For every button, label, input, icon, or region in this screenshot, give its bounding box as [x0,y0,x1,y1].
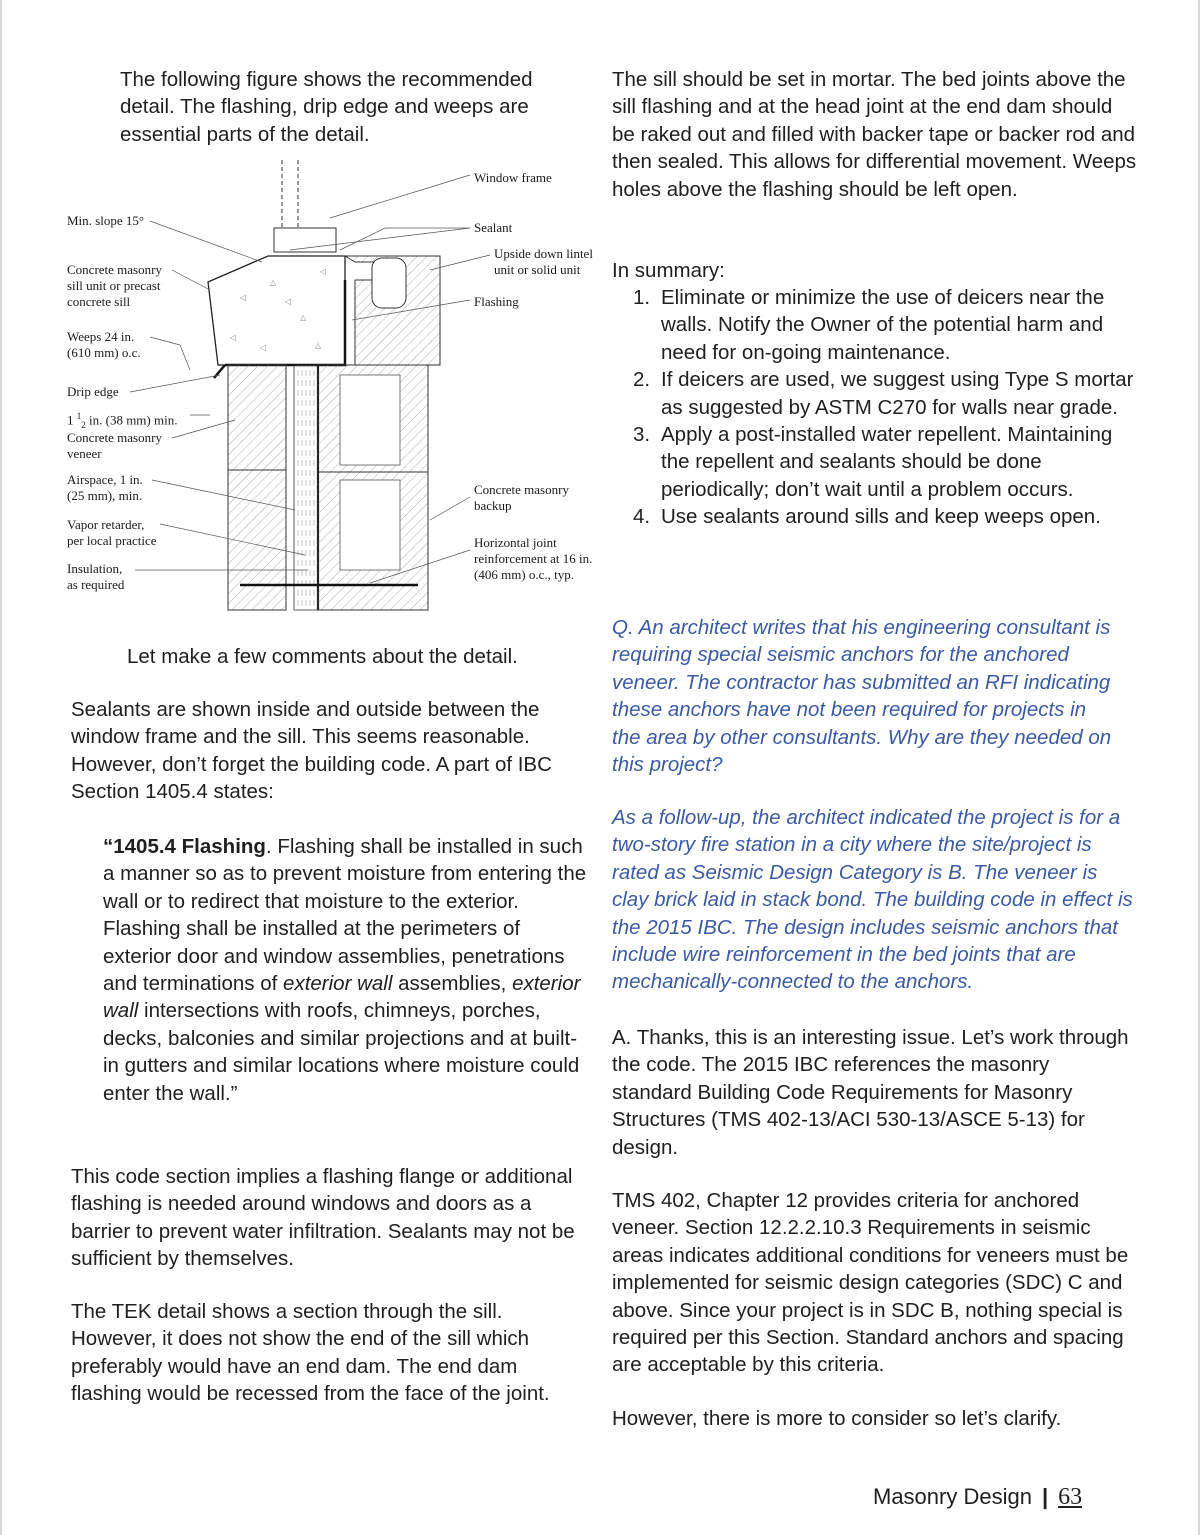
label-weeps: Weeps 24 in. (610 mm) o.c. [67,329,141,361]
comment-paragraph: Let make a few comments about the detail. [127,645,518,668]
summary-list [613,284,1138,531]
label-window-frame: Window frame [474,170,552,185]
window-frame-drawing [274,160,336,252]
summary-item: 4. Use sealants around sills and keep weeps open. [633,505,1101,529]
svg-text:◁: ◁ [260,343,267,352]
summary-title: In summary: [612,259,725,282]
summary-item: 2. If deicers are used, we suggest using Type S mortar as suggested by ASTM C270 for walls near grade. [633,368,1134,419]
tms-paragraph: TMS 402, Chapter 12 provides criteria for anchored veneer. Section 12.2.2.10.3 Requirements in seismic areas indicates additional conditions for veneers must be implemented for seismic design categories (SDC) C and above. Since your project is in SDC B, nothing special is required per this Section. Standard anchors and spacing are acceptable by this criteria. [612,1189,1129,1377]
label-airspace: Airspace, 1 in. (25 mm), min. [67,472,143,504]
label-sealant: Sealant [474,220,513,235]
tek-detail-paragraph: The TEK detail shows a section through the sill. However, it does not show the end of the sill which preferably would have an end dam. The end dam flashing would be recessed from the face of the joint. [71,1300,550,1406]
sill-mortar-paragraph: The sill should be set in mortar. The bed joints above the sill flashing and at the head joint at the end dam should be raked out and filled with backer tape or backer rod and then sealed. This allows for differential movement. Weeps holes above the flashing should be left open. [612,68,1137,201]
veneer-drawing [228,365,286,610]
footer-separator: | [1041,1484,1049,1509]
label-veneer: Concrete masonry veneer [67,430,162,462]
label-flashing: Flashing [474,294,519,309]
label-joint-reinforcement: Horizontal joint reinforcement at 16 in. (406 mm) o.c., typ. [474,535,593,583]
svg-text:△: △ [315,341,322,350]
code-implication-paragraph: This code section implies a flashing flange or additional flashing is needed around windows and doors as a barrier to prevent water infiltration. Sealants may not be sufficient by themselves. [71,1165,575,1271]
svg-text:△: △ [270,278,277,287]
summary-item: 3. Apply a post-installed water repellent. Maintaining the repellent and sealants should be done periodically; don’t wait until a problem occurs. [633,423,1113,501]
answer-paragraph: A. Thanks, this is an interesting issue. Let’s work through the code. The 2015 IBC references the masonry standard Building Code Requirements for Masonry Structures (TMS 402-13/ACI 530-13/ASCE 5-13) for design. [612,1026,1129,1159]
label-min-slope: Min. slope 15° [67,213,145,228]
followup-paragraph: As a follow-up, the architect indicated the project is for a two-story fire station in a city where the site/project is rated as Seismic Design Category is B. The veneer is clay brick laid in stack bond. The building code in effect is the 2015 IBC. The design includes seismic anchors that include wire reinforcement in the bed joints that are mechanically-connected to the anchors. [612,806,1133,994]
summary-item: 1. Eliminate or minimize the use of deicers near the walls. Notify the Owner of the potential harm and need for on-going maintenance. [633,286,1105,364]
label-sill-unit: Concrete masonry sill unit or precast concrete sill [67,262,162,310]
svg-text:△: △ [300,313,307,322]
page-number: 63 [1058,1484,1083,1510]
svg-text:◁: ◁ [320,267,327,276]
page-footer [873,1484,1082,1511]
label-backup: Concrete masonry backup [474,482,569,514]
label-lintel: Upside down lintel unit or solid unit [494,246,593,278]
code-quote: “1405.4 Flashing. Flashing shall be installed in such a manner so as to prevent moisture from entering the wall or to redirect that moisture to the exterior. Flashing shall be installed at the perimeters of exterior door and window assemblies, penetrations and terminations of exterior wall assemblies, exterior wall intersections with roofs, chimneys, porches, decks, balconies and similar projections and at built-in gutters and similar locations where moisture could enter the wall.” [103,835,587,1105]
intro-paragraph: The following figure shows the recommended detail. The flashing, drip edge and weeps are essential parts of the detail. [120,68,533,146]
svg-text:◁: ◁ [285,297,292,306]
label-drip-edge: Drip edge [67,384,119,399]
svg-text:◁: ◁ [240,293,247,302]
question-paragraph: Q. An architect writes that his engineering consultant is requiring special seismic anchors for the anchored veneer. The contractor has submitted an RFI indicating these anchors have not been required for projects in the area by other consultants. Why are they needed on this project? [612,616,1112,777]
svg-text:◁: ◁ [230,333,237,342]
sealants-paragraph: Sealants are shown inside and outside between the window frame and the sill. This seems reasonable. However, don’t forget the building code. A part of IBC Section 1405.4 states: [71,698,552,804]
label-vapor-retarder: Vapor retarder, per local practice [67,517,157,549]
footer-title: Masonry Design [873,1484,1032,1509]
clarify-paragraph: However, there is more to consider so let’s clarify. [612,1407,1062,1430]
label-insulation: Insulation, as required [67,561,125,593]
label-min-dimension: 1 $^1_2$ in. (38 mm) min. [67,411,178,430]
